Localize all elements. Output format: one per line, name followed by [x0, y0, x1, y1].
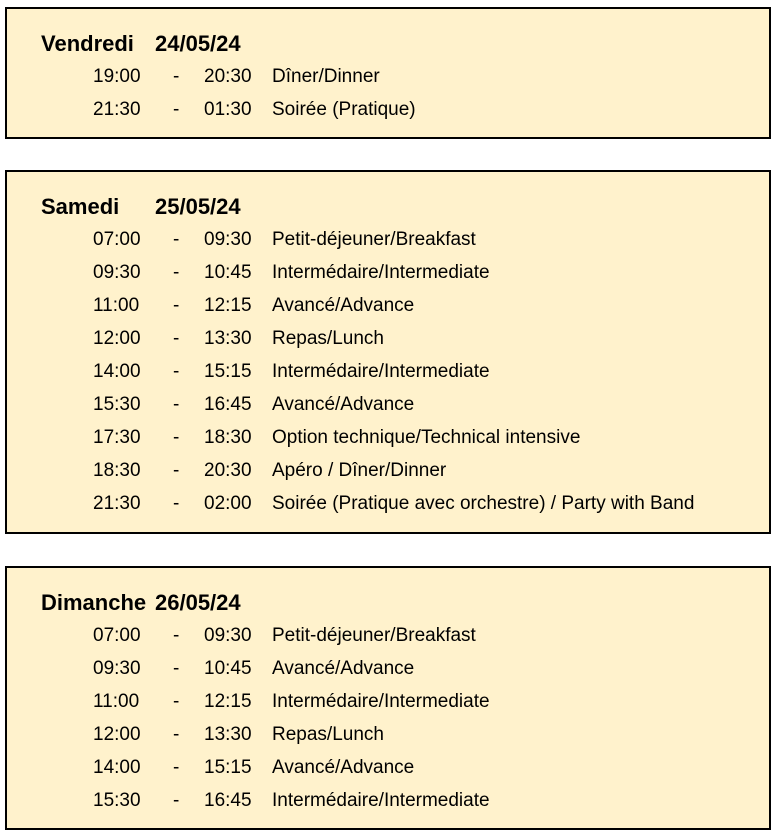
event-end-time: 20:30: [204, 66, 252, 87]
event-list: [7, 619, 769, 817]
time-separator: -: [173, 658, 180, 679]
event-row: [7, 256, 769, 289]
event-row: [7, 718, 769, 751]
event-end-time: 20:30: [204, 460, 252, 481]
day-schedule-sunday: [5, 566, 771, 830]
day-name: Vendredi: [41, 31, 134, 56]
day-date: 25/05/24: [155, 194, 241, 219]
event-start-time: 15:30: [93, 394, 141, 415]
event-label: Intermédaire/Intermediate: [272, 361, 490, 382]
time-separator: -: [173, 229, 180, 250]
event-label: Intermédaire/Intermediate: [272, 262, 490, 283]
event-start-time: 21:30: [93, 99, 141, 120]
event-end-time: 16:45: [204, 394, 252, 415]
time-separator: -: [173, 724, 180, 745]
time-separator: -: [173, 757, 180, 778]
event-row: [7, 223, 769, 256]
event-label: Intermédaire/Intermediate: [272, 790, 490, 811]
event-end-time: 15:15: [204, 361, 252, 382]
event-start-time: 17:30: [93, 427, 141, 448]
event-label: Petit-déjeuner/Breakfast: [272, 229, 476, 250]
event-end-time: 01:30: [204, 99, 252, 120]
day-name: Samedi: [41, 194, 120, 219]
event-row: [7, 289, 769, 322]
day-schedule-saturday: [5, 170, 771, 534]
event-start-time: 11:00: [93, 691, 140, 712]
time-separator: -: [173, 295, 180, 316]
event-list: [7, 223, 769, 520]
event-label: Dîner/Dinner: [272, 66, 380, 87]
event-end-time: 09:30: [204, 625, 252, 646]
event-start-time: 14:00: [93, 361, 141, 382]
event-end-time: 02:00: [204, 493, 252, 514]
event-row: [7, 487, 769, 520]
event-start-time: 18:30: [93, 460, 141, 481]
event-end-time: 13:30: [204, 724, 252, 745]
event-row: [7, 685, 769, 718]
time-separator: -: [173, 394, 180, 415]
event-row: [7, 652, 769, 685]
event-start-time: 21:30: [93, 493, 141, 514]
event-label: Repas/Lunch: [272, 328, 384, 349]
event-row: [7, 421, 769, 454]
day-schedule-friday: [5, 7, 771, 139]
event-label: Soirée (Pratique avec orchestre) / Party with Band: [272, 493, 695, 514]
event-row: [7, 388, 769, 421]
event-row: [7, 322, 769, 355]
time-separator: -: [173, 625, 180, 646]
time-separator: -: [173, 66, 180, 87]
event-row: [7, 751, 769, 784]
event-start-time: 14:00: [93, 757, 141, 778]
event-start-time: 12:00: [93, 328, 141, 349]
event-end-time: 10:45: [204, 262, 252, 283]
event-start-time: 07:00: [93, 625, 141, 646]
day-date: 26/05/24: [155, 590, 241, 615]
event-label: Apéro / Dîner/Dinner: [272, 460, 447, 481]
event-label: Repas/Lunch: [272, 724, 384, 745]
event-label: Option technique/Technical intensive: [272, 427, 581, 448]
event-label: Intermédaire/Intermediate: [272, 691, 490, 712]
event-start-time: 07:00: [93, 229, 141, 250]
event-start-time: 12:00: [93, 724, 141, 745]
event-label: Petit-déjeuner/Breakfast: [272, 625, 476, 646]
time-separator: -: [173, 328, 180, 349]
event-label: Avancé/Advance: [272, 757, 415, 778]
event-start-time: 19:00: [93, 66, 141, 87]
event-list: [7, 60, 769, 126]
time-separator: -: [173, 99, 180, 120]
event-end-time: 15:15: [204, 757, 252, 778]
event-label: Soirée (Pratique): [272, 99, 416, 120]
time-separator: -: [173, 262, 180, 283]
time-separator: -: [173, 691, 180, 712]
event-row: [7, 784, 769, 817]
time-separator: -: [173, 361, 180, 382]
event-row: [7, 60, 769, 93]
event-row: [7, 93, 769, 126]
event-start-time: 09:30: [93, 262, 141, 283]
event-end-time: 18:30: [204, 427, 252, 448]
event-end-time: 13:30: [204, 328, 252, 349]
time-separator: -: [173, 493, 180, 514]
event-start-time: 15:30: [93, 790, 141, 811]
event-start-time: 09:30: [93, 658, 141, 679]
event-row: [7, 454, 769, 487]
time-separator: -: [173, 790, 180, 811]
day-date: 24/05/24: [155, 31, 241, 56]
event-end-time: 10:45: [204, 658, 252, 679]
event-start-time: 11:00: [93, 295, 140, 316]
event-end-time: 16:45: [204, 790, 252, 811]
event-end-time: 12:15: [204, 691, 252, 712]
event-label: Avancé/Advance: [272, 295, 415, 316]
time-separator: -: [173, 427, 180, 448]
day-name: Dimanche: [41, 590, 147, 615]
event-end-time: 09:30: [204, 229, 252, 250]
event-label: Avancé/Advance: [272, 394, 415, 415]
event-row: [7, 355, 769, 388]
event-row: [7, 619, 769, 652]
event-label: Avancé/Advance: [272, 658, 415, 679]
time-separator: -: [173, 460, 180, 481]
event-end-time: 12:15: [204, 295, 252, 316]
